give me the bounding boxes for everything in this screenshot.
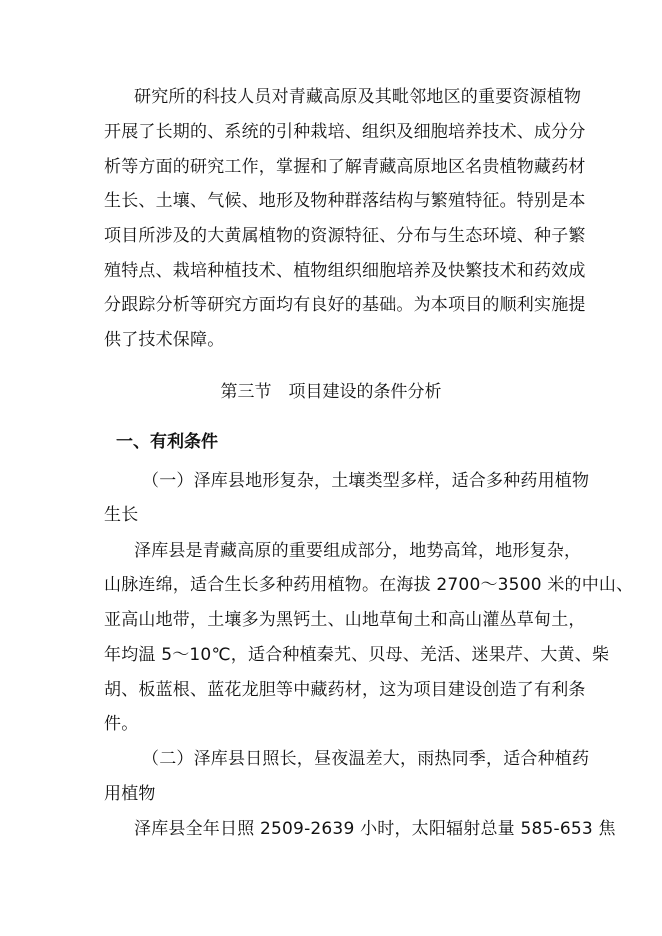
section-title: 第三节 项目建设的条件分析 — [220, 382, 442, 402]
paragraph-1-line-7: 分跟踪分析等研究方面均有良好的基础。为本项目的顺利实施提 — [104, 295, 586, 315]
paragraph-1-line-4: 生长、土壤、气候、地形及物种群落结构与繁殖特征。特别是本 — [104, 191, 586, 211]
paragraph-2-line-3: 亚高山地带，土壤多为黑钙土、山地草甸土和高山灌丛草甸土， — [104, 610, 586, 630]
paragraph-1-line-8: 供了技术保障。 — [104, 330, 225, 350]
subheading-1-line-1: （一）泽库县地形复杂，土壤类型多样，适合多种药用植物 — [142, 471, 590, 491]
paragraph-2-line-4: 年均温 5～10℃，适合种植秦艽、贝母、羌活、迷果芹、大黄、柴 — [104, 645, 610, 665]
heading-favorable-conditions: 一、有利条件 — [116, 432, 218, 452]
paragraph-2-line-1: 泽库县是青藏高原的重要组成部分，地势高耸，地形复杂， — [134, 541, 582, 561]
paragraph-1-line-3: 析等方面的研究工作，掌握和了解青藏高原地区名贵植物藏药材 — [104, 157, 586, 177]
subheading-2-line-2: 用植物 — [104, 784, 156, 804]
paragraph-2-line-2: 山脉连绵，适合生长多种药用植物。在海拔 2700～3500 米的中山、 — [104, 575, 634, 595]
paragraph-1-line-1: 研究所的科技人员对青藏高原及其毗邻地区的重要资源植物 — [134, 87, 582, 107]
paragraph-3-line-1: 泽库县全年日照 2509-2639 小时，太阳辐射总量 585-653 焦 — [134, 819, 616, 839]
paragraph-2-line-6: 件。 — [104, 714, 139, 734]
paragraph-1-line-5: 项目所涉及的大黄属植物的资源特征、分布与生态环境、种子繁 — [104, 226, 586, 246]
subheading-2-line-1: （二）泽库县日照长，昼夜温差大，雨热同季，适合种植药 — [142, 749, 590, 769]
paragraph-1-line-6: 殖特点、栽培种植技术、植物组织细胞培养及快繁技术和药效成 — [104, 261, 586, 281]
subheading-1-line-2: 生长 — [104, 505, 139, 525]
paragraph-2-line-5: 胡、板蓝根、蓝花龙胆等中藏药材，这为项目建设创造了有利条 — [104, 680, 586, 700]
paragraph-1-line-2: 开展了长期的、系统的引种栽培、组织及细胞培养技术、成分分 — [104, 122, 586, 142]
